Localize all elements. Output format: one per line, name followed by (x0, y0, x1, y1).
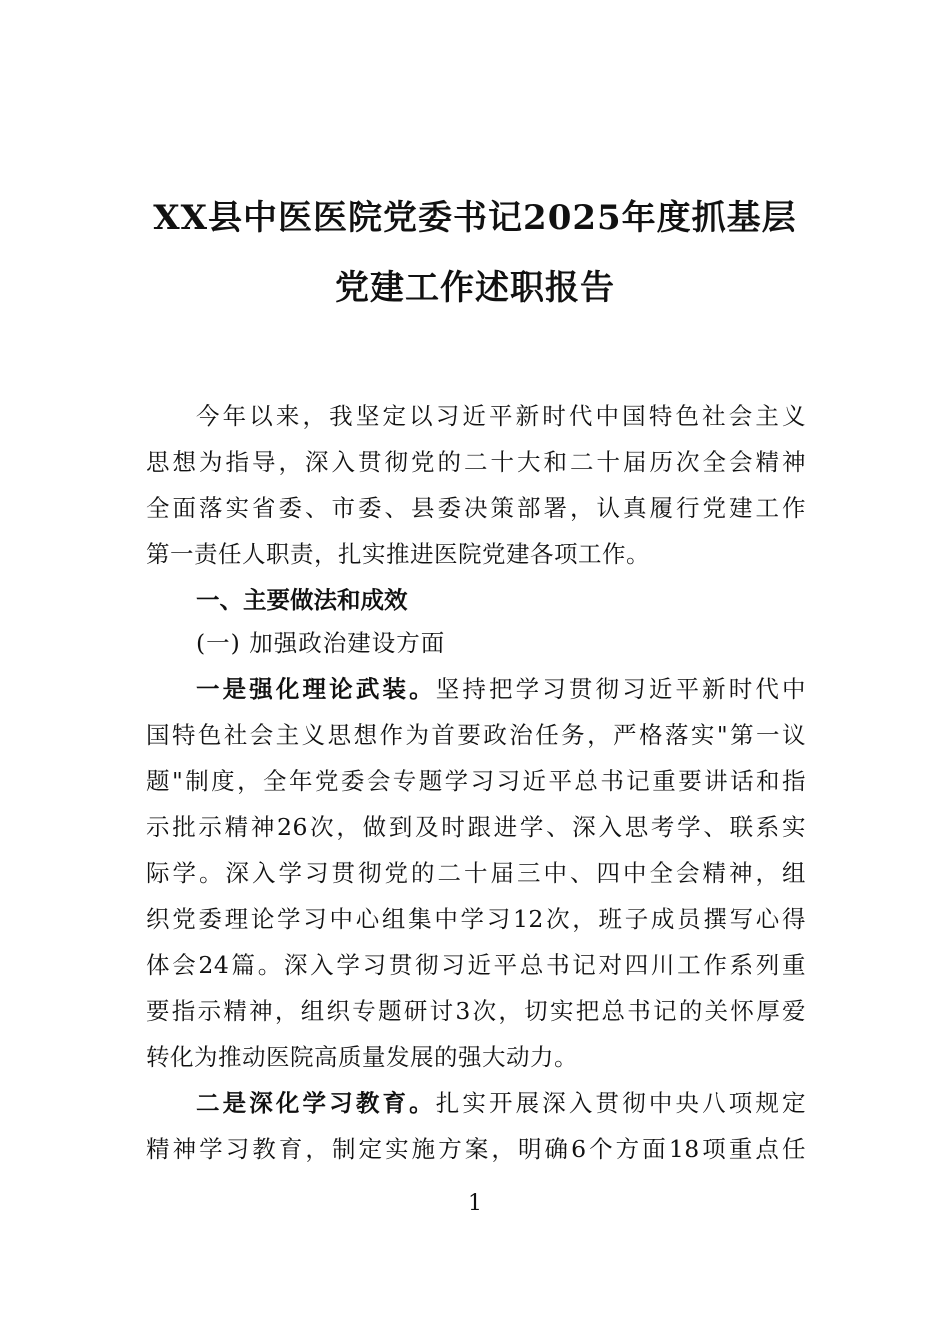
document-title-line-1: XX县中医医院党委书记2025年度抓基层 (153, 198, 797, 238)
intro-line: 思想为指导，深入贯彻党的二十大和二十届历次全会精神 (146, 448, 806, 476)
paragraph-2-first-line-text: 扎实开展深入贯彻中央八项规定 (435, 1089, 807, 1117)
paragraph-1-first-line-text: 坚持把学习贯彻习近平新时代中 (435, 675, 807, 703)
paragraph-2-line: 精神学习教育，制定实施方案，明确6个方面18项重点任 (146, 1135, 806, 1163)
paragraph-1-lead: 一是强化理论武装。 (196, 675, 436, 703)
paragraph-2-first-line (196, 1088, 806, 1118)
paragraph-1-line: 国特色社会主义思想作为首要政治任务，严格落实"第一议 (146, 721, 806, 749)
paragraph-2-lead: 二是深化学习教育。 (196, 1089, 436, 1117)
subsection-heading: (一) 加强政治建设方面 (196, 629, 446, 657)
intro-line: 今年以来，我坚定以习近平新时代中国特色社会主义 (196, 402, 806, 430)
paragraph-1-line: 织党委理论学习中心组集中学习12次，班子成员撰写心得 (146, 905, 806, 933)
intro-line: 全面落实省委、市委、县委决策部署，认真履行党建工作 (146, 494, 806, 522)
paragraph-1-line: 际学。深入学习贯彻党的二十届三中、四中全会精神，组 (146, 859, 806, 887)
section-heading: 一、主要做法和成效 (196, 586, 408, 614)
document-title-line-2: 党建工作述职报告 (335, 268, 615, 308)
page-number: 1 (468, 1191, 482, 1216)
paragraph-1-line: 体会24篇。深入学习贯彻习近平总书记对四川工作系列重 (146, 951, 806, 979)
paragraph-1-line: 题"制度，全年党委会专题学习习近平总书记重要讲话和指 (146, 767, 806, 795)
paragraph-1-line: 转化为推动医院高质量发展的强大动力。 (146, 1043, 578, 1071)
paragraph-1-line: 示批示精神26次，做到及时跟进学、深入思考学、联系实 (146, 813, 806, 841)
paragraph-1-line: 要指示精神，组织专题研讨3次，切实把总书记的关怀厚爱 (146, 997, 806, 1025)
paragraph-1-first-line (196, 674, 806, 704)
intro-line: 第一责任人职责，扎实推进医院党建各项工作。 (146, 540, 650, 568)
